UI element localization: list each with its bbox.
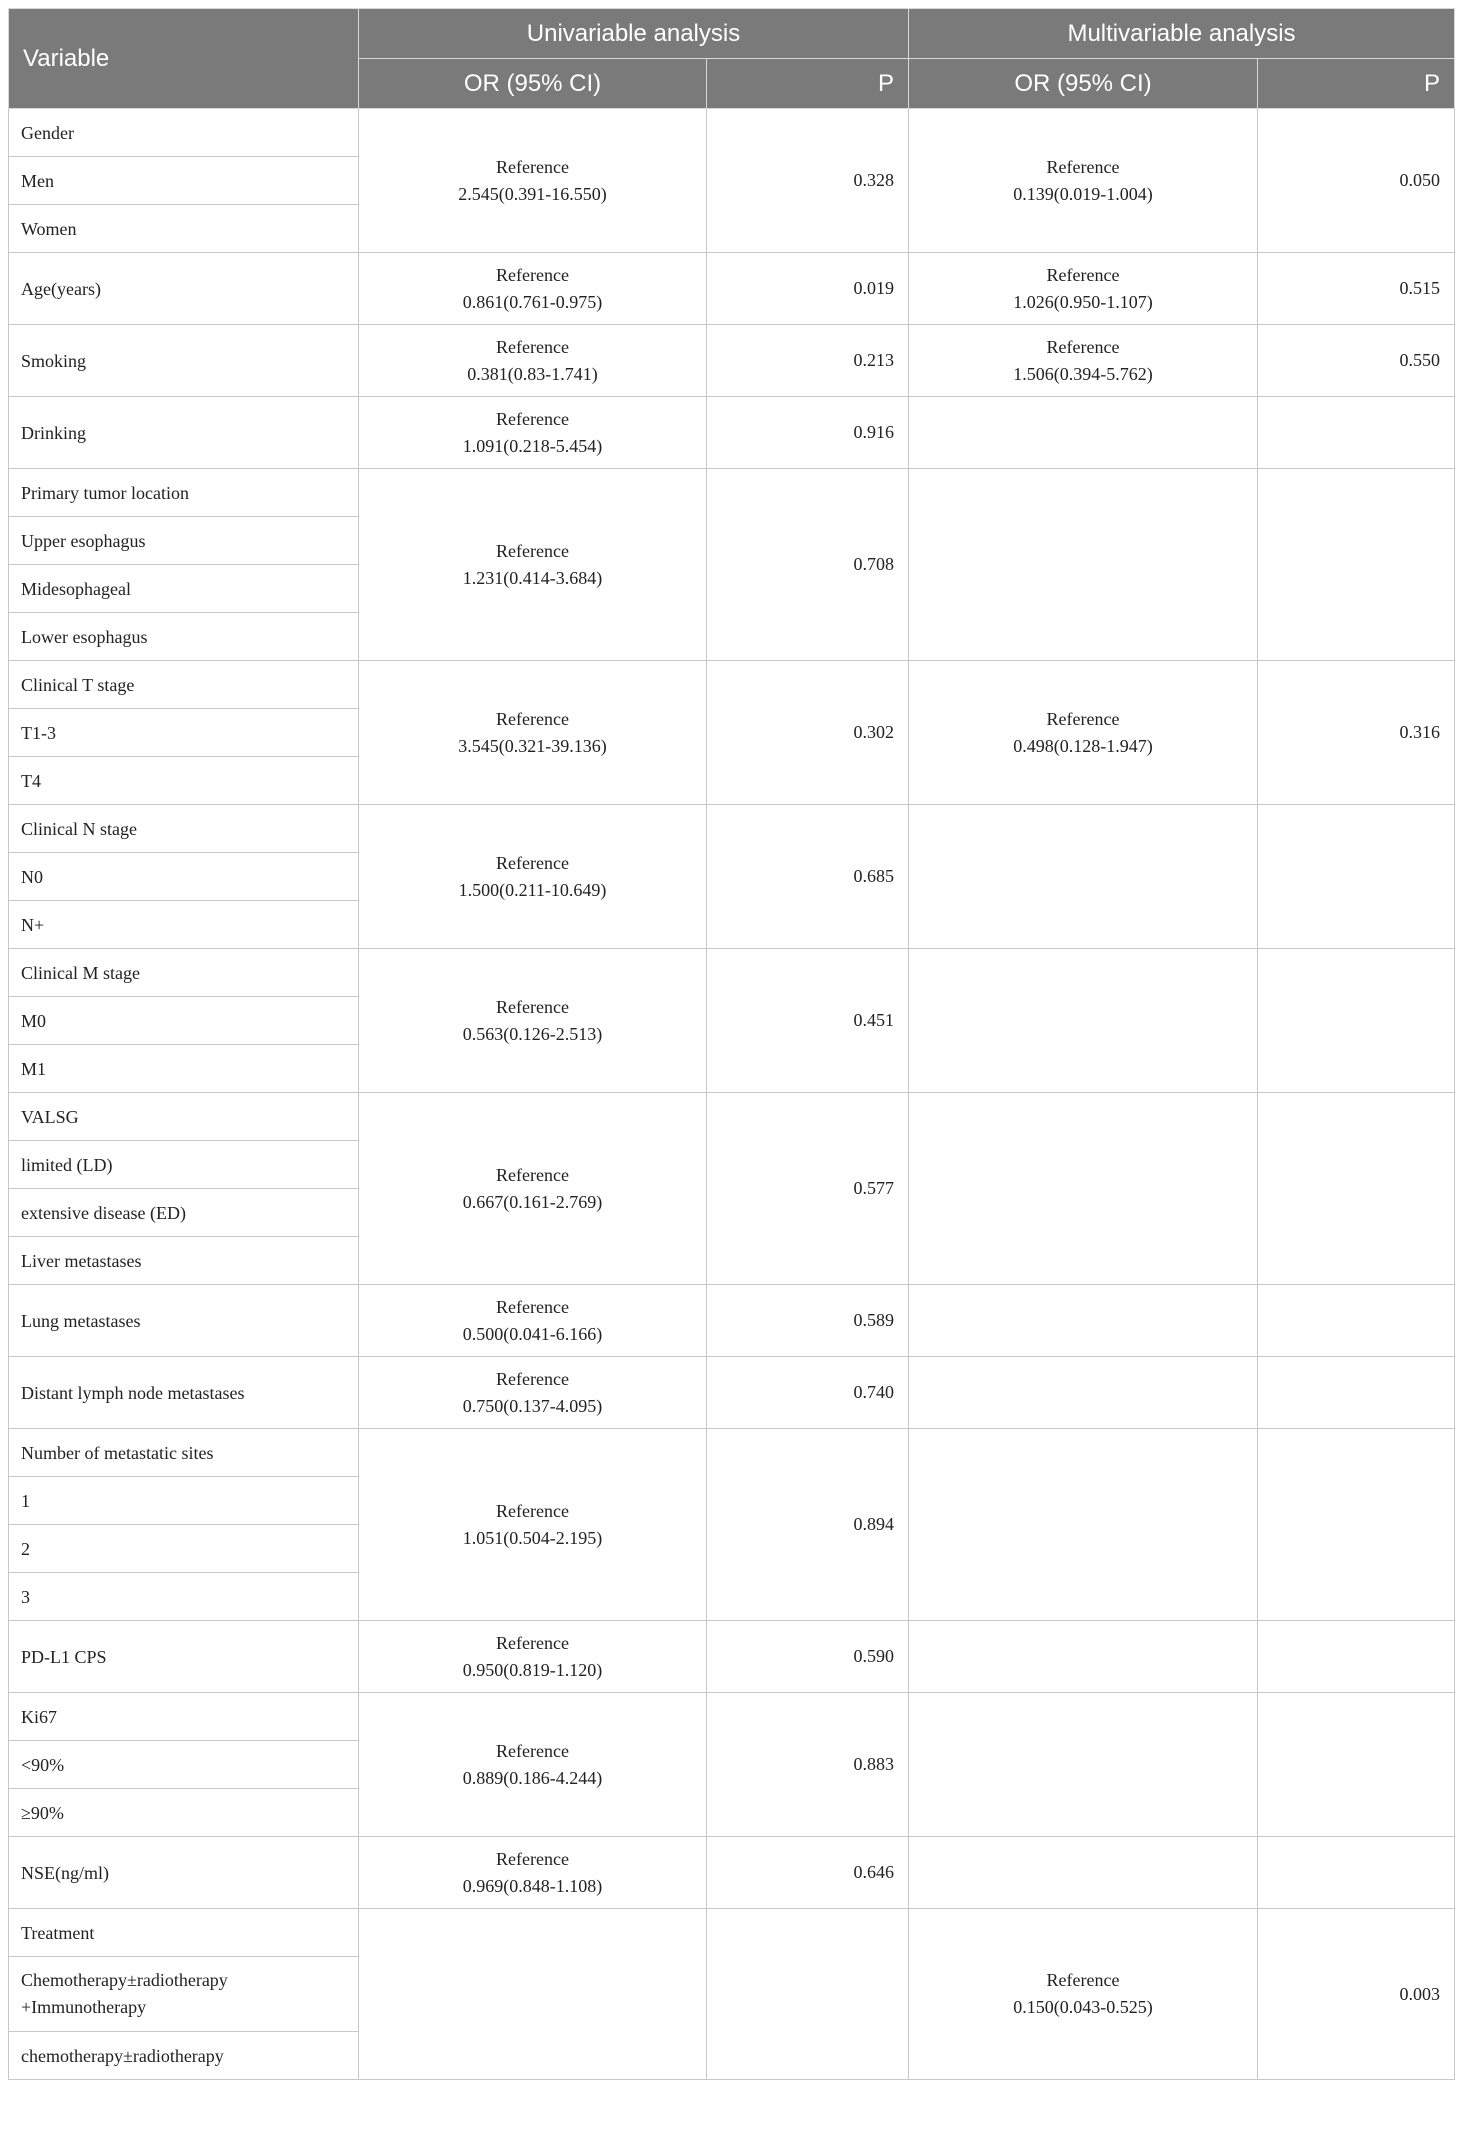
multivariable-or-cell bbox=[909, 661, 1258, 805]
univariable-or-cell bbox=[359, 469, 707, 661]
univariable-p-cell: 0.894 bbox=[707, 1429, 909, 1621]
univariable-or-cell-line: 0.500(0.041-6.166) bbox=[462, 1323, 603, 1344]
multivariable-p-cell: 0.515 bbox=[1258, 253, 1455, 325]
univariable-or-cell bbox=[359, 661, 707, 805]
multivariable-p-cell bbox=[1258, 1429, 1455, 1621]
table-header bbox=[9, 9, 1455, 109]
multivariable-or-cell bbox=[909, 253, 1258, 325]
univariable-or-cell-line: 1.231(0.414-3.684) bbox=[462, 567, 603, 588]
univariable-p-cell: 0.685 bbox=[707, 805, 909, 949]
univariable-or-cell-line: Reference bbox=[496, 996, 569, 1017]
multivariable-p-cell bbox=[1258, 1285, 1455, 1357]
univariable-or-cell bbox=[359, 1621, 707, 1693]
multivariable-p-cell bbox=[1258, 1357, 1455, 1429]
variable-level-cell: Upper esophagus bbox=[9, 517, 359, 565]
multivariable-p-cell bbox=[1258, 1693, 1455, 1837]
multivariable-or-cell bbox=[909, 949, 1258, 1093]
univariable-or-cell bbox=[359, 109, 707, 253]
univariable-or-cell-line: 0.381(0.83-1.741) bbox=[467, 363, 598, 384]
variable-level-cell: Lower esophagus bbox=[9, 613, 359, 661]
univariable-p-cell: 0.916 bbox=[707, 397, 909, 469]
variable-level-cell: Women bbox=[9, 205, 359, 253]
table-row bbox=[9, 1837, 1455, 1909]
multivariable-or-cell bbox=[909, 1429, 1258, 1621]
multivariable-or-cell bbox=[909, 1837, 1258, 1909]
univariable-or-cell-line: 0.750(0.137-4.095) bbox=[462, 1395, 603, 1416]
univariable-or-cell bbox=[359, 805, 707, 949]
univariable-or-cell bbox=[359, 1909, 707, 2080]
regression-table bbox=[8, 8, 1455, 2080]
univariable-or-cell-line: 0.861(0.761-0.975) bbox=[462, 291, 603, 312]
variable-level-cell: Men bbox=[9, 157, 359, 205]
table-row bbox=[9, 1285, 1455, 1357]
table-row bbox=[9, 1693, 1455, 1741]
univariable-or-cell-line: 3.545(0.321-39.136) bbox=[458, 735, 607, 756]
univariable-or-cell bbox=[359, 1837, 707, 1909]
variable-level-cell: ≥90% bbox=[9, 1789, 359, 1837]
multivariable-p-cell bbox=[1258, 1093, 1455, 1285]
univariable-or-cell-line: Reference bbox=[496, 156, 569, 177]
multivariable-or-cell-line: Reference bbox=[1046, 336, 1120, 357]
variable-level-cell: limited (LD) bbox=[9, 1141, 359, 1189]
variable-level-cell: M0 bbox=[9, 997, 359, 1045]
univariable-p-cell: 0.646 bbox=[707, 1837, 909, 1909]
table-row bbox=[9, 1429, 1455, 1477]
variable-name-cell: Clinical N stage bbox=[9, 805, 359, 853]
multivariable-or-cell-line: Reference bbox=[1046, 264, 1120, 285]
univariable-or-cell-line: Reference bbox=[496, 540, 569, 561]
variable-name-cell: Lung metastases bbox=[9, 1285, 359, 1357]
variable-name-cell: Drinking bbox=[9, 397, 359, 469]
multivariable-p-cell bbox=[1258, 1621, 1455, 1693]
univariable-or-cell-line: 1.500(0.211-10.649) bbox=[458, 879, 607, 900]
multivariable-or-cell bbox=[909, 109, 1258, 253]
multivariable-p-cell bbox=[1258, 469, 1455, 661]
table-row bbox=[9, 661, 1455, 709]
univariable-or-cell-line: Reference bbox=[496, 264, 569, 285]
table-row bbox=[9, 469, 1455, 517]
univariable-or-cell-line: 1.091(0.218-5.454) bbox=[462, 435, 603, 456]
multivariable-p-cell: 0.003 bbox=[1258, 1909, 1455, 2080]
variable-name-cell: Gender bbox=[9, 109, 359, 157]
table-row bbox=[9, 325, 1455, 397]
multivariable-p-cell: 0.316 bbox=[1258, 661, 1455, 805]
multivariable-p-cell bbox=[1258, 949, 1455, 1093]
multivariable-p-cell: 0.550 bbox=[1258, 325, 1455, 397]
multivariable-or-cell-line: Reference bbox=[1046, 156, 1120, 177]
multivariable-or-cell-line: 1.506(0.394-5.762) bbox=[1013, 363, 1153, 384]
table-body bbox=[9, 109, 1455, 2080]
multivariable-p-cell: 0.050 bbox=[1258, 109, 1455, 253]
variable-level-cell: Liver metastases bbox=[9, 1237, 359, 1285]
univariable-or-cell-line: Reference bbox=[496, 1740, 569, 1761]
multivariable-or-cell-line: Reference bbox=[1046, 708, 1120, 729]
multivariable-or-cell bbox=[909, 1909, 1258, 2080]
univariable-or-cell-line: Reference bbox=[496, 708, 569, 729]
table-row bbox=[9, 805, 1455, 853]
multivariable-or-cell bbox=[909, 1357, 1258, 1429]
variable-level-cell: chemotherapy±radiotherapy bbox=[9, 2032, 359, 2080]
multivariable-or-cell bbox=[909, 1693, 1258, 1837]
variable-level-cell: T4 bbox=[9, 757, 359, 805]
variable-level-cell: Midesophageal bbox=[9, 565, 359, 613]
variable-level-cell: <90% bbox=[9, 1741, 359, 1789]
univariable-p-cell: 0.019 bbox=[707, 253, 909, 325]
univariable-or-cell-line: Reference bbox=[496, 1368, 569, 1389]
variable-name-cell: NSE(ng/ml) bbox=[9, 1837, 359, 1909]
variable-name-cell: PD-L1 CPS bbox=[9, 1621, 359, 1693]
univariable-p-cell: 0.590 bbox=[707, 1621, 909, 1693]
univariable-or-cell-line: Reference bbox=[496, 1848, 569, 1869]
univariable-or-cell bbox=[359, 1429, 707, 1621]
table-row bbox=[9, 1621, 1455, 1693]
multivariable-or-cell-line: 0.498(0.128-1.947) bbox=[1013, 735, 1153, 756]
multivariable-p-cell bbox=[1258, 1837, 1455, 1909]
multivariable-or-cell-line: 0.150(0.043-0.525) bbox=[1013, 1997, 1153, 2017]
univariable-p-cell: 0.213 bbox=[707, 325, 909, 397]
header-multi-p: P bbox=[1258, 59, 1455, 109]
univariable-p-cell: 0.302 bbox=[707, 661, 909, 805]
univariable-or-cell-line: Reference bbox=[496, 1296, 569, 1317]
multivariable-p-cell bbox=[1258, 397, 1455, 469]
table-row bbox=[9, 1357, 1455, 1429]
variable-level-cell: 1 bbox=[9, 1477, 359, 1525]
variable-name-cell: Primary tumor location bbox=[9, 469, 359, 517]
table-row bbox=[9, 397, 1455, 469]
variable-level-cell: Chemotherapy±radiotherapy +Immunotherapy bbox=[9, 1957, 359, 2032]
header-variable: Variable bbox=[9, 9, 359, 109]
univariable-or-cell-line: 0.563(0.126-2.513) bbox=[462, 1023, 603, 1044]
multivariable-or-cell bbox=[909, 325, 1258, 397]
variable-level-cell: extensive disease (ED) bbox=[9, 1189, 359, 1237]
table-row bbox=[9, 1093, 1455, 1141]
univariable-p-cell: 0.451 bbox=[707, 949, 909, 1093]
table-row bbox=[9, 253, 1455, 325]
univariable-p-cell: 0.589 bbox=[707, 1285, 909, 1357]
multivariable-or-cell bbox=[909, 397, 1258, 469]
multivariable-or-cell-line: Reference bbox=[1046, 1970, 1120, 1990]
univariable-p-cell: 0.740 bbox=[707, 1357, 909, 1429]
variable-name-cell: Ki67 bbox=[9, 1693, 359, 1741]
variable-name-cell: Clinical T stage bbox=[9, 661, 359, 709]
univariable-or-cell bbox=[359, 1093, 707, 1285]
univariable-or-cell-line: 0.889(0.186-4.244) bbox=[462, 1767, 603, 1788]
variable-level-cell: N+ bbox=[9, 901, 359, 949]
univariable-or-cell-line: 0.950(0.819-1.120) bbox=[462, 1659, 603, 1680]
univariable-or-cell bbox=[359, 397, 707, 469]
table-row bbox=[9, 109, 1455, 157]
univariable-p-cell: 0.708 bbox=[707, 469, 909, 661]
univariable-or-cell bbox=[359, 1285, 707, 1357]
univariable-or-cell bbox=[359, 253, 707, 325]
univariable-or-cell-line: Reference bbox=[496, 852, 569, 873]
univariable-or-cell-line: Reference bbox=[496, 1500, 569, 1521]
univariable-or-cell bbox=[359, 1357, 707, 1429]
univariable-or-cell-line: 1.051(0.504-2.195) bbox=[462, 1527, 603, 1548]
header-uni-or: OR (95% CI) bbox=[359, 59, 707, 109]
univariable-or-cell-line: Reference bbox=[496, 1632, 569, 1653]
univariable-p-cell: 0.328 bbox=[707, 109, 909, 253]
header-uni-p: P bbox=[707, 59, 909, 109]
univariable-or-cell-line: 0.969(0.848-1.108) bbox=[462, 1875, 603, 1896]
table-row bbox=[9, 1909, 1455, 1957]
univariable-or-cell-line: Reference bbox=[496, 1164, 569, 1185]
variable-name-cell: Distant lymph node metastases bbox=[9, 1357, 359, 1429]
univariable-or-cell-line: 2.545(0.391-16.550) bbox=[458, 183, 607, 204]
multivariable-or-cell-line: 1.026(0.950-1.107) bbox=[1013, 291, 1153, 312]
variable-level-cell: 3 bbox=[9, 1573, 359, 1621]
univariable-or-cell bbox=[359, 949, 707, 1093]
variable-name-cell: Treatment bbox=[9, 1909, 359, 1957]
univariable-or-cell-line: Reference bbox=[496, 336, 569, 357]
multivariable-or-cell bbox=[909, 1285, 1258, 1357]
univariable-or-cell-line: 0.667(0.161-2.769) bbox=[462, 1191, 603, 1212]
variable-name-cell: Number of metastatic sites bbox=[9, 1429, 359, 1477]
variable-level-cell: M1 bbox=[9, 1045, 359, 1093]
variable-name-cell: VALSG bbox=[9, 1093, 359, 1141]
variable-level-cell: 2 bbox=[9, 1525, 359, 1573]
table-row bbox=[9, 949, 1455, 997]
variable-name-cell: Smoking bbox=[9, 325, 359, 397]
multivariable-or-cell bbox=[909, 805, 1258, 949]
multivariable-or-cell bbox=[909, 1093, 1258, 1285]
variable-level-cell: T1-3 bbox=[9, 709, 359, 757]
variable-name-cell: Clinical M stage bbox=[9, 949, 359, 997]
univariable-or-cell bbox=[359, 1693, 707, 1837]
univariable-or-cell bbox=[359, 325, 707, 397]
variable-name-cell: Age(years) bbox=[9, 253, 359, 325]
header-multi-or: OR (95% CI) bbox=[909, 59, 1258, 109]
multivariable-or-cell-line: 0.139(0.019-1.004) bbox=[1013, 183, 1153, 204]
header-multivariable: Multivariable analysis bbox=[909, 9, 1455, 59]
multivariable-or-cell bbox=[909, 1621, 1258, 1693]
univariable-or-cell-line: Reference bbox=[496, 408, 569, 429]
univariable-p-cell bbox=[707, 1909, 909, 2080]
univariable-p-cell: 0.577 bbox=[707, 1093, 909, 1285]
univariable-p-cell: 0.883 bbox=[707, 1693, 909, 1837]
multivariable-p-cell bbox=[1258, 805, 1455, 949]
variable-level-cell: N0 bbox=[9, 853, 359, 901]
header-univariable: Univariable analysis bbox=[359, 9, 909, 59]
multivariable-or-cell bbox=[909, 469, 1258, 661]
regression-table-container bbox=[8, 8, 1454, 2080]
